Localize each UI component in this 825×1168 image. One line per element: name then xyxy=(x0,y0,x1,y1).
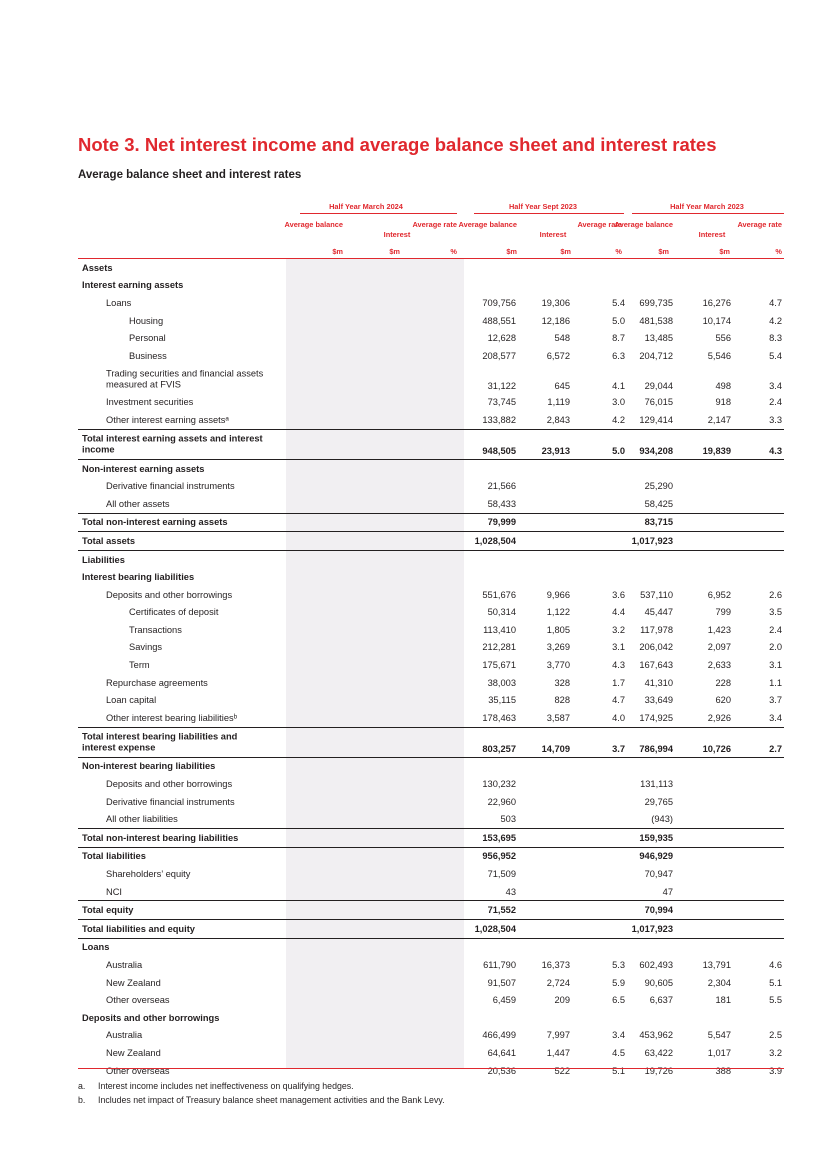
table-row xyxy=(78,312,784,330)
page-title: Note 3. Net interest income and average balance sheet and interest rates xyxy=(78,134,717,155)
cell-value: 47 xyxy=(662,886,673,897)
cell-value: 1,423 xyxy=(707,624,731,635)
cell-value: 2,633 xyxy=(707,660,731,671)
cell-value: 2,097 xyxy=(707,642,731,653)
row-label: All other liabilities xyxy=(106,813,178,824)
table-row xyxy=(78,639,784,657)
table-row xyxy=(78,1044,784,1062)
cell-value: 13,485 xyxy=(644,333,673,344)
table-row xyxy=(78,477,784,495)
cell-value: 5.1 xyxy=(612,1065,625,1076)
cell-value: 83,715 xyxy=(644,517,673,528)
cell-value: 498 xyxy=(715,380,731,391)
footnote-text: Interest income includes net ineffectiveness on qualifying hedges. xyxy=(98,1081,354,1091)
cell-value: 22,960 xyxy=(487,796,516,807)
row-label: Other overseas xyxy=(106,994,170,1005)
cell-value: 786,994 xyxy=(639,743,673,754)
cell-value: 64,641 xyxy=(487,1047,516,1058)
cell-value: 8.3 xyxy=(769,333,782,344)
row-label: New Zealand xyxy=(106,1047,161,1058)
row-label: Investment securities xyxy=(106,397,194,408)
table-row xyxy=(78,938,784,957)
cell-value: 209 xyxy=(554,995,570,1006)
cell-value: 70,994 xyxy=(644,905,673,916)
cell-value: 3.0 xyxy=(612,397,625,408)
cell-value: 212,281 xyxy=(482,642,516,653)
cell-value: 556 xyxy=(715,333,731,344)
cell-value: 174,925 xyxy=(639,712,673,723)
row-label: Deposits and other borrowings xyxy=(106,589,233,600)
cell-value: 3.1 xyxy=(769,660,782,671)
cell-value: 153,695 xyxy=(482,832,516,843)
cell-value: 3.3 xyxy=(769,414,782,425)
cell-value: 6,572 xyxy=(546,350,570,361)
cell-value: 4.7 xyxy=(612,695,625,706)
cell-value: 934,208 xyxy=(639,445,673,456)
unit-label: $m xyxy=(560,247,571,256)
unit-label: $m xyxy=(658,247,669,256)
cell-value: 5,546 xyxy=(707,350,731,361)
row-label: Shareholders’ equity xyxy=(106,868,191,879)
table-row xyxy=(78,847,784,866)
cell-value: 63,422 xyxy=(644,1047,673,1058)
cell-value: 8.7 xyxy=(612,333,625,344)
row-label: Derivative financial instruments xyxy=(106,480,235,491)
row-label: Total interest earning assets and interest income xyxy=(82,433,263,455)
cell-value: 208,577 xyxy=(482,350,516,361)
cell-value: 6.3 xyxy=(612,350,625,361)
cell-value: 1.1 xyxy=(769,677,782,688)
cell-value: 1,119 xyxy=(547,397,570,408)
col-header-interest: Interest xyxy=(383,230,411,239)
table-row xyxy=(78,568,784,586)
cell-value: 113,410 xyxy=(483,624,516,635)
row-label: Non-interest bearing liabilities xyxy=(82,761,216,772)
cell-value: 709,756 xyxy=(482,297,516,308)
cell-value: 1,122 xyxy=(546,607,570,618)
col-header-avg-rate: Average rate xyxy=(737,220,782,229)
cell-value: 25,290 xyxy=(644,481,673,492)
cell-value: 548 xyxy=(554,333,570,344)
row-label: NCI xyxy=(106,886,123,897)
cell-value: 1,447 xyxy=(546,1047,570,1058)
table-row xyxy=(78,411,784,429)
cell-value: 5.4 xyxy=(769,350,782,361)
cell-value: 33,649 xyxy=(644,695,673,706)
cell-value: 620 xyxy=(715,695,731,706)
row-label: Business xyxy=(129,350,167,361)
row-label: Australia xyxy=(106,1030,143,1041)
row-label: Non-interest earning assets xyxy=(82,463,205,474)
cell-value: 3,269 xyxy=(546,642,570,653)
cell-value: 602,493 xyxy=(639,959,673,970)
table-row xyxy=(78,550,784,569)
cell-value: 159,935 xyxy=(639,832,673,843)
cell-value: 3.4 xyxy=(769,712,782,723)
table-row xyxy=(78,347,784,365)
footnote-key: a. xyxy=(78,1081,86,1091)
cell-value: 699,735 xyxy=(639,297,673,308)
row-label: Deposits and other borrowings xyxy=(106,778,233,789)
cell-value: 175,671 xyxy=(482,660,516,671)
cell-value: 5,547 xyxy=(707,1030,731,1041)
row-label: Loans xyxy=(82,942,110,953)
cell-value: 21,566 xyxy=(487,481,516,492)
cell-value: 948,505 xyxy=(482,445,516,456)
cell-value: 5.0 xyxy=(612,315,625,326)
cell-value: 4.7 xyxy=(769,297,782,308)
cell-value: 4.0 xyxy=(612,712,625,723)
cell-value: 956,952 xyxy=(482,851,516,862)
cell-value: 7,997 xyxy=(546,1030,570,1041)
cell-value: 70,947 xyxy=(644,869,673,880)
row-label: Other interest earning assetsᵃ xyxy=(106,414,229,425)
cell-value: 131,113 xyxy=(640,779,673,790)
cell-value: 481,538 xyxy=(639,315,673,326)
cell-value: 2,926 xyxy=(707,712,731,723)
col-header-interest: Interest xyxy=(539,230,567,239)
table-row xyxy=(78,495,784,513)
cell-value: 6,459 xyxy=(492,995,516,1006)
cell-value: 71,552 xyxy=(487,905,516,916)
table-row xyxy=(78,709,784,727)
row-label: Other interest bearing liabilitiesᵇ xyxy=(106,712,238,723)
cell-value: 35,115 xyxy=(488,695,516,706)
cell-value: (943) xyxy=(651,814,673,825)
cell-value: 45,447 xyxy=(644,607,673,618)
cell-value: 31,122 xyxy=(487,380,516,391)
group-rule xyxy=(474,213,624,214)
cell-value: 2.4 xyxy=(769,397,782,408)
cell-value: 5.3 xyxy=(612,959,625,970)
table-row xyxy=(78,277,784,295)
row-label: Total non-interest bearing liabilities xyxy=(82,832,239,843)
cell-value: 19,306 xyxy=(541,297,570,308)
cell-value: 130,232 xyxy=(482,779,516,790)
cell-value: 3.2 xyxy=(769,1047,782,1058)
cell-value: 204,712 xyxy=(639,350,673,361)
cell-value: 38,003 xyxy=(487,677,516,688)
cell-value: 12,628 xyxy=(487,333,516,344)
cell-value: 58,425 xyxy=(644,498,673,509)
cell-value: 16,373 xyxy=(541,959,570,970)
row-label: Total interest bearing liabilities and interest expense xyxy=(82,731,238,753)
cell-value: 19,726 xyxy=(644,1065,673,1076)
cell-value: 29,044 xyxy=(644,380,673,391)
cell-value: 946,929 xyxy=(639,851,673,862)
cell-value: 50,314 xyxy=(487,607,516,618)
cell-value: 90,605 xyxy=(644,977,673,988)
cell-value: 3.1 xyxy=(612,642,625,653)
table-row xyxy=(78,1009,784,1027)
group-rule xyxy=(632,213,784,214)
cell-value: 2.4 xyxy=(769,624,782,635)
cell-value: 1,017 xyxy=(707,1047,731,1058)
cell-value: 91,507 xyxy=(487,977,516,988)
cell-value: 6,637 xyxy=(649,995,673,1006)
cell-value: 133,882 xyxy=(482,414,516,425)
cell-value: 206,042 xyxy=(639,642,673,653)
cell-value: 4.2 xyxy=(769,315,782,326)
cell-value: 10,174 xyxy=(702,315,731,326)
cell-value: 9,966 xyxy=(546,589,570,600)
cell-value: 488,551 xyxy=(482,315,516,326)
section-subtitle: Average balance sheet and interest rates xyxy=(78,169,302,181)
cell-value: 453,962 xyxy=(639,1030,673,1041)
row-label: Australia xyxy=(106,959,143,970)
cell-value: 117,978 xyxy=(640,624,673,635)
cell-value: 43 xyxy=(505,886,516,897)
cell-value: 4.3 xyxy=(769,445,782,456)
group-rule xyxy=(300,213,457,214)
table-row xyxy=(78,691,784,709)
table-row xyxy=(78,656,784,674)
cell-value: 2,304 xyxy=(707,977,731,988)
cell-value: 828 xyxy=(554,695,570,706)
cell-value: 13,791 xyxy=(702,959,731,970)
cell-value: 799 xyxy=(715,607,731,618)
group-header-march-2023: Half Year March 2023 xyxy=(670,202,744,211)
cell-value: 1,028,504 xyxy=(474,535,516,546)
table-row xyxy=(78,883,784,901)
row-label: Savings xyxy=(129,642,163,653)
cell-value: 5.4 xyxy=(612,297,625,308)
unit-label: % xyxy=(615,247,622,256)
group-header-sept-2023: Half Year Sept 2023 xyxy=(508,202,578,211)
row-label: Total liabilities xyxy=(82,851,146,862)
table-row xyxy=(78,459,784,478)
cell-value: 3.9 xyxy=(769,1065,782,1076)
cell-value: 1,028,504 xyxy=(474,923,516,934)
cell-value: 12,186 xyxy=(541,315,570,326)
unit-label: $m xyxy=(719,247,730,256)
cell-value: 4.6 xyxy=(769,959,782,970)
cell-value: 73,745 xyxy=(487,397,516,408)
row-label: Personal xyxy=(129,332,166,343)
group-header-march-2024: Half Year March 2024 xyxy=(329,202,403,211)
row-label: Trading securities and financial assets measured at FVIS xyxy=(106,368,264,390)
unit-label: $m xyxy=(506,247,517,256)
cell-value: 167,643 xyxy=(639,660,673,671)
cell-value: 2.6 xyxy=(769,589,782,600)
table-row xyxy=(78,757,784,776)
table-row xyxy=(78,956,784,974)
col-header-interest: Interest xyxy=(698,230,726,239)
cell-value: 4.3 xyxy=(612,660,625,671)
table-row xyxy=(78,674,784,692)
row-label: Repurchase agreements xyxy=(106,677,208,688)
row-label: Assets xyxy=(82,262,113,273)
cell-value: 4.2 xyxy=(612,414,625,425)
row-label: Derivative financial instruments xyxy=(106,796,235,807)
cell-value: 181 xyxy=(715,995,731,1006)
cell-value: 3.7 xyxy=(769,695,782,706)
cell-value: 23,913 xyxy=(541,445,570,456)
cell-value: 71,509 xyxy=(487,869,516,880)
table-row xyxy=(78,259,784,277)
cell-value: 6,952 xyxy=(707,589,731,600)
col-header-avg-rate: Average rate xyxy=(577,220,622,229)
cell-value: 16,276 xyxy=(702,297,731,308)
cell-value: 388 xyxy=(715,1065,731,1076)
unit-label: % xyxy=(450,247,457,256)
table-row xyxy=(78,294,784,312)
cell-value: 611,790 xyxy=(483,959,516,970)
cell-value: 918 xyxy=(715,397,731,408)
cell-value: 10,726 xyxy=(702,743,731,754)
balance-sheet-table xyxy=(78,259,784,1079)
cell-value: 4.4 xyxy=(612,607,625,618)
cell-value: 3,587 xyxy=(546,712,570,723)
table-row xyxy=(78,604,784,622)
cell-value: 503 xyxy=(500,814,516,825)
row-label: Total non-interest earning assets xyxy=(82,517,228,528)
row-label: Loan capital xyxy=(106,695,157,706)
row-label: Total equity xyxy=(82,904,134,915)
table-row xyxy=(78,531,784,550)
cell-value: 14,709 xyxy=(541,743,570,754)
table-row xyxy=(78,793,784,811)
table-row xyxy=(78,828,784,847)
cell-value: 3.6 xyxy=(612,589,625,600)
cell-value: 3.5 xyxy=(769,607,782,618)
row-label: Interest earning assets xyxy=(82,280,184,291)
cell-value: 1,805 xyxy=(546,624,570,635)
unit-label: $m xyxy=(332,247,343,256)
cell-value: 5.9 xyxy=(612,977,625,988)
cell-value: 3.4 xyxy=(769,380,782,391)
table-bottom-rule xyxy=(78,1068,784,1069)
cell-value: 2,724 xyxy=(546,977,570,988)
cell-value: 5.5 xyxy=(769,995,782,1006)
cell-value: 29,765 xyxy=(644,796,673,807)
row-label: Liabilities xyxy=(82,554,125,565)
table-row xyxy=(78,900,784,919)
cell-value: 522 xyxy=(554,1065,570,1076)
col-header-avg-rate: Average rate xyxy=(412,220,457,229)
cell-value: 2.0 xyxy=(769,642,782,653)
table-row xyxy=(78,865,784,883)
footnote-text: Includes net impact of Treasury balance sheet management activities and the Bank Levy. xyxy=(98,1095,445,1105)
table-row xyxy=(78,974,784,992)
row-label: Total liabilities and equity xyxy=(82,923,195,934)
cell-value: 58,433 xyxy=(487,498,516,509)
cell-value: 129,414 xyxy=(639,414,673,425)
cell-value: 3.4 xyxy=(612,1030,625,1041)
row-label: Loans xyxy=(106,297,132,308)
row-label: Deposits and other borrowings xyxy=(82,1012,220,1023)
footnote-key: b. xyxy=(78,1095,86,1105)
cell-value: 41,310 xyxy=(644,677,673,688)
cell-value: 79,999 xyxy=(487,517,516,528)
table-row xyxy=(78,365,784,394)
row-label: Housing xyxy=(129,315,164,326)
footnote-b xyxy=(78,1095,445,1105)
cell-value: 803,257 xyxy=(482,743,516,754)
cell-value: 2,147 xyxy=(707,414,731,425)
row-label: Other overseas xyxy=(106,1065,170,1076)
cell-value: 19,839 xyxy=(702,445,731,456)
cell-value: 2,843 xyxy=(546,414,570,425)
row-label: All other assets xyxy=(106,498,170,509)
row-label: Transactions xyxy=(129,624,182,635)
row-label: New Zealand xyxy=(106,977,161,988)
cell-value: 3,770 xyxy=(546,660,570,671)
cell-value: 645 xyxy=(554,380,570,391)
cell-value: 2.7 xyxy=(769,743,782,754)
table-row xyxy=(78,775,784,793)
table-row xyxy=(78,586,784,604)
cell-value: 5.1 xyxy=(769,977,782,988)
cell-value: 178,463 xyxy=(482,712,516,723)
cell-value: 3.2 xyxy=(612,624,625,635)
table-row xyxy=(78,621,784,639)
table-row xyxy=(78,329,784,347)
cell-value: 20,536 xyxy=(487,1065,516,1076)
cell-value: 3.7 xyxy=(612,743,625,754)
table-row xyxy=(78,394,784,412)
footnote-a xyxy=(78,1081,354,1091)
cell-value: 1.7 xyxy=(612,677,625,688)
row-label: Certificates of deposit xyxy=(129,607,219,618)
table-row xyxy=(78,429,784,459)
col-header-avg-balance: Average balance xyxy=(458,220,517,229)
table-row xyxy=(78,919,784,938)
cell-value: 1,017,923 xyxy=(631,535,673,546)
cell-value: 76,015 xyxy=(644,397,673,408)
table-row xyxy=(78,1062,784,1080)
row-label: Interest bearing liabilities xyxy=(82,571,195,582)
cell-value: 4.1 xyxy=(612,380,625,391)
cell-value: 4.5 xyxy=(612,1047,625,1058)
cell-value: 551,676 xyxy=(482,589,516,600)
table-row xyxy=(78,810,784,828)
cell-value: 466,499 xyxy=(482,1030,516,1041)
cell-value: 328 xyxy=(554,677,570,688)
table-row xyxy=(78,513,784,532)
cell-value: 1,017,923 xyxy=(631,923,673,934)
unit-label: $m xyxy=(389,247,400,256)
table-row xyxy=(78,727,784,757)
col-header-avg-balance: Average balance xyxy=(614,220,673,229)
row-label: Total assets xyxy=(82,535,136,546)
cell-value: 228 xyxy=(715,677,731,688)
table-row xyxy=(78,1027,784,1045)
cell-value: 5.0 xyxy=(612,445,625,456)
cell-value: 2.5 xyxy=(769,1030,782,1041)
col-header-avg-balance: Average balance xyxy=(284,220,343,229)
unit-label: % xyxy=(775,247,782,256)
table-row xyxy=(78,991,784,1009)
cell-value: 537,110 xyxy=(640,589,673,600)
row-label: Term xyxy=(129,659,150,670)
cell-value: 6.5 xyxy=(612,995,625,1006)
